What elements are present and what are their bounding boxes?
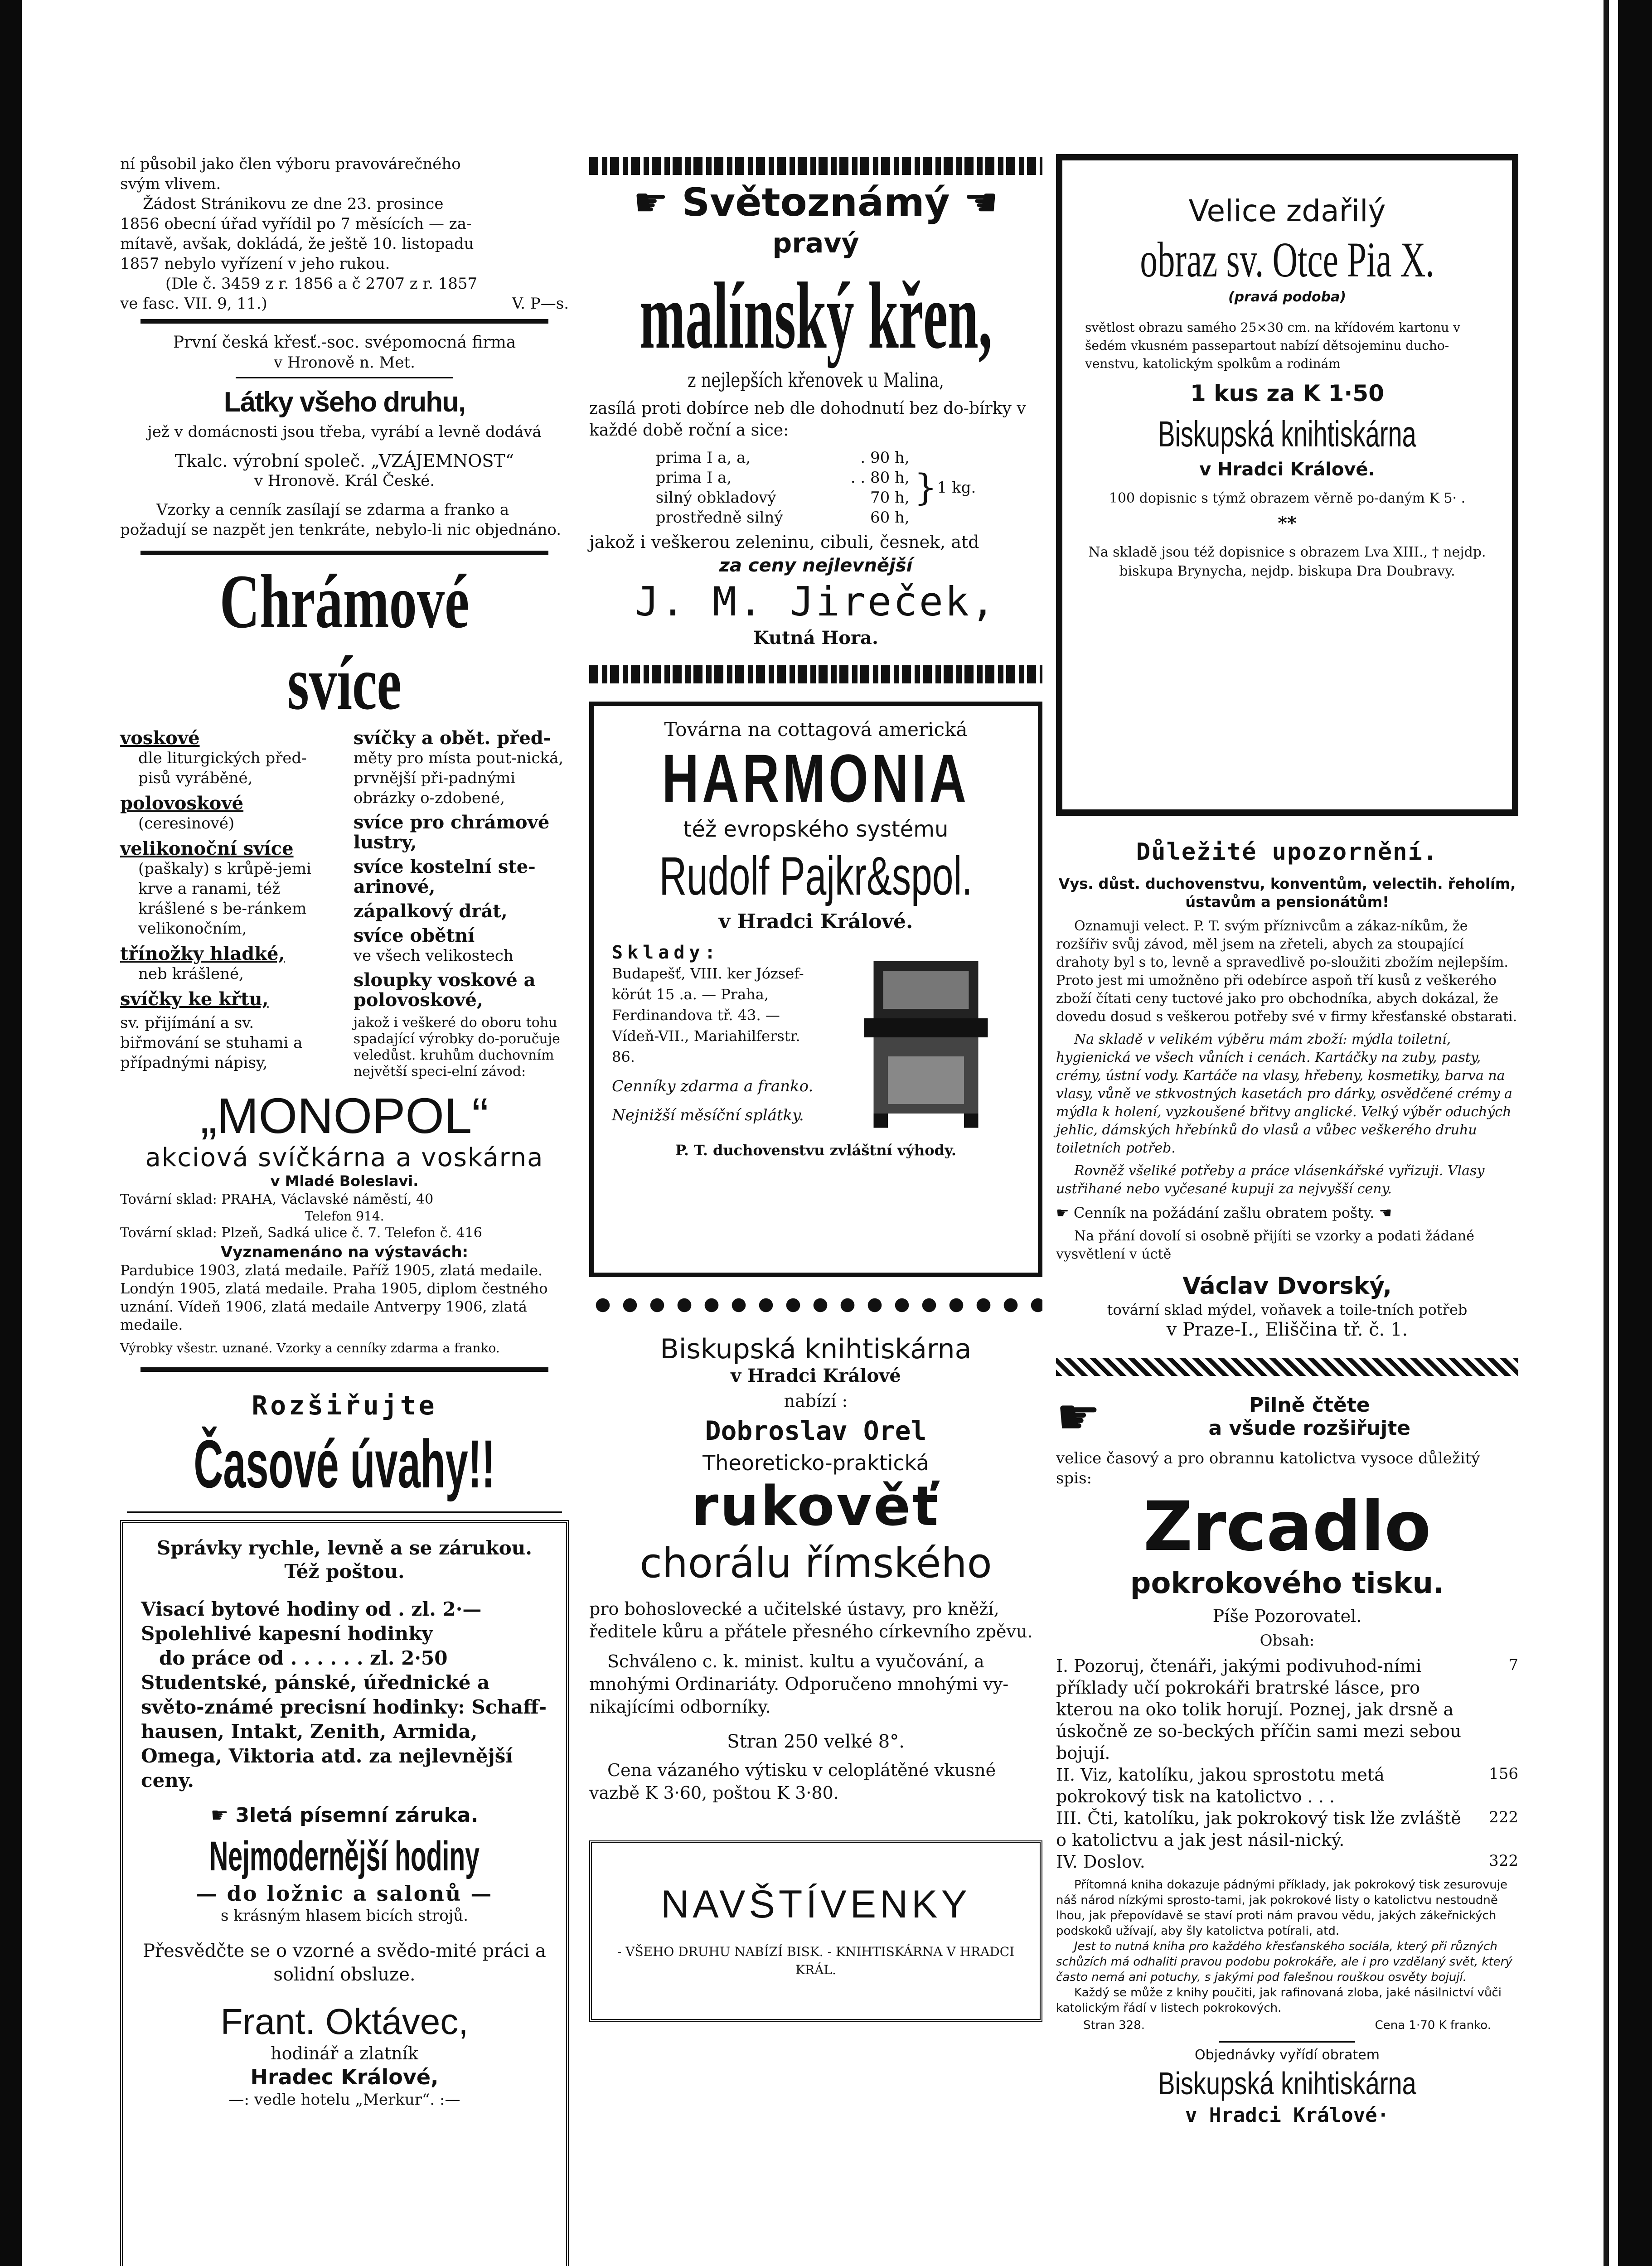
pilne: Pilně čtěte: [1249, 1394, 1370, 1417]
monopol-line: Pardubice 1903, zlatá medaile. Paříž 1905, zlatá medaile. Londýn 1905, zlatá medaile. Praha 1905, diplom čestného uznání. Vídeň 1906, zlatá medaile Antverpy 1906, zlatá medaile.: [120, 1262, 548, 1333]
biskupska-place: v Hradci Králové: [731, 1365, 901, 1386]
pointing-hand-icon: ☛: [1056, 1204, 1074, 1221]
rukovet-title: rukověť: [691, 1475, 940, 1538]
watch-head-2: Též poštou.: [284, 1560, 405, 1583]
obraz-title: obraz sv. Otce Pia X.: [1140, 232, 1434, 287]
rovnez: Rovněž všeliké potřeby a práce vlásenkářské vyřizuji. Vlasy ustřihané nebo vyčesané kupuji za nejvyšší ceny.: [1056, 1163, 1485, 1197]
do-loznic: — do ložnic a salonů —: [196, 1881, 493, 1906]
cena-zrcadlo: Cena 1·70 K franko.: [1375, 2019, 1491, 2032]
jakoz: jakož i veškerou zeleninu, cibuli, česnek, atd: [589, 532, 979, 552]
navstivenky-sub: - VŠEHO DRUHU NABÍZÍ BISK. - KNIHTISKÁRNA V HRADCI KRÁL.: [617, 1944, 1015, 1977]
price-grade: silný obkladový: [655, 489, 776, 507]
kutna: Kutná Hora.: [753, 627, 878, 649]
ornament-border: [589, 157, 1042, 175]
dopisnice: 100 dopisnic s týmž obrazem věrně po-daným K 5· .: [1109, 490, 1466, 506]
organ-panel: [888, 1056, 964, 1104]
ad-oktavec: [120, 1520, 569, 2266]
harmonia-title: HARMONIA: [662, 740, 970, 816]
zasila: zasílá proti dobírce neb dle dohodnutí bez do-bírky v každé době roční a sice:: [589, 399, 1026, 440]
article-ending: [120, 154, 569, 314]
pro-bohoslovecke: pro bohoslovecké a učitelské ústavy, pro kněží, ředitele kůru a přátele přesného církevního zpěvu.: [589, 1599, 1033, 1641]
brace: }: [914, 466, 937, 508]
ad-latky: [120, 333, 569, 540]
duchovenstvu: P. T. duchovenstvu zvláštní výhody.: [675, 1142, 956, 1159]
price-grade: prostředně silný: [655, 508, 783, 527]
oznamuji: Oznamuji velect. P. T. svým příznivcům a zákaz-níkům, že rozšířiv svůj závod, měl jsem na zřeteli, abych za stoupající drahoty byl s to, levně a spravedlivě po-sloužiti zbožím nejlepším. Proto jest mi umožněno při odebírce aspoň tří kusů z veškerého zboží čítati ceny tuctové jako pro obchodníka, abych dokázal, že dovedu dosud s veškerou potřeby své v firmy křesťanské obstarati.: [1056, 918, 1517, 1025]
left-product-list: [120, 728, 335, 1080]
price-grade: prima I a, a,: [655, 449, 751, 467]
monopol-line: Tovární sklad: PRAHA, Václavské náměstí, 40: [120, 1191, 434, 1207]
oktavec-place: Hradec Králové,: [250, 2065, 439, 2089]
product-desc: (ceresinové): [138, 814, 235, 833]
toc-row: [1056, 1655, 1518, 1764]
vsude: a všude rozšiřujte: [1208, 1417, 1411, 1440]
organ-foot: [964, 1114, 979, 1128]
toc-text: I. Pozoruj, čtenáři, jakými podivuhod-ními příklady učí pokrokáři bratrské lásce, pro kterou na oko tolik horují. Poznej, jak drsně a úskočně ze so-beckých příčin sami mezi sebou bojují.: [1056, 1656, 1461, 1763]
column-right: [1056, 154, 1518, 2127]
watch-line: do práce od . . . . . . zl. 2·50: [159, 1647, 448, 1669]
separator: [140, 551, 548, 555]
monopol-line: Tovární sklad: Plzeň, Sadká ulice č. 7. Telefon č. 416: [120, 1225, 482, 1241]
bisk2-place: v Hradci Králové·: [1185, 2104, 1390, 2127]
vys-dust: Vys. důst. duchovenstvu, konventům, velectih. řeholím, ústavům a pensionátům!: [1058, 875, 1516, 910]
column-left: [120, 154, 569, 2266]
pointing-hand-icon: ☚: [1374, 1204, 1392, 1221]
oktavec-job: hodinář a zlatník: [271, 2043, 418, 2063]
price-value: . . 80 h,: [850, 469, 910, 487]
product-heading: zápalkový drát,: [353, 901, 508, 922]
product-desc: měty pro místa pout-nická, prvnější při-padnými obrázky o-zdobené,: [353, 749, 564, 807]
monopol-line: Výrobky všestr. uznané. Vzorky a cenníky zdarma a franko.: [120, 1341, 500, 1356]
ad-chramove-svice: [120, 561, 569, 1358]
bisk-place: v Hradci Králové.: [1199, 459, 1375, 480]
product-desc: sv. přijímání a sv. biřmování se stuhami a případnými nápisy,: [120, 1014, 303, 1072]
velice-zdarily: Velice zdařilý: [1188, 194, 1386, 228]
right-margin-line: [1604, 0, 1609, 2266]
intro-line: ní působil jako člen výboru pravovárečného: [120, 155, 461, 173]
intro-line: Žádost Stránikovu ze dne 23. prosince: [143, 195, 444, 213]
product-heading: svíce pro chrámové lustry,: [353, 812, 550, 853]
cennik-line: [1056, 1203, 1518, 1223]
jirecek: J. M. Jireček,: [635, 578, 997, 625]
product-desc: dle liturgických před-pisů vyráběné,: [138, 749, 307, 787]
cennik: Cenník na požádání zašlu obratem pošty.: [1073, 1204, 1375, 1221]
ornament-wave: [589, 1295, 1042, 1315]
product-desc: ve všech velikostech: [353, 947, 514, 965]
latky-title: Látky všeho druhu,: [223, 387, 465, 418]
product-heading: sloupky voskové a polovoskové,: [353, 969, 536, 1011]
dvorsky-job: tovární sklad mýdel, voňavek a toile-tních potřeb: [1107, 1301, 1468, 1318]
toc-page: 156: [1489, 1765, 1518, 1783]
watch-line: Studentské, pánské, úřednické a světo-známé precisní hodinky: Schaff-hausen, Intakt, Zenith, Armida, Omega, Viktoria atd. za nejlevnější ceny.: [141, 1671, 547, 1791]
price-grade: prima I a,: [655, 469, 732, 487]
left-binding-edge: [0, 0, 22, 2266]
product-desc: jakož i veškeré do oboru tohu spadající výrobky do-poručuje veledůst. kruhům duchovním největší speci-elní závod:: [353, 1015, 560, 1080]
price-table: [589, 448, 1042, 528]
ad-harmonia: [589, 702, 1042, 1277]
teoreticko: Theoreticko-praktická: [702, 1451, 929, 1475]
kazdy: Každý se může z knihy poučiti, jak rafinovaná zloba, jaké násilnictví vůči katolickým řádí v listech pokrokových.: [1056, 1986, 1502, 2015]
orel: Dobroslav Orel: [705, 1415, 927, 1446]
separator: [127, 1511, 562, 1513]
ad-dvorsky: [1056, 838, 1518, 1340]
toc-page: 222: [1489, 1808, 1518, 1826]
price-rows: [656, 448, 910, 528]
pointing-hand-icon: ☚: [950, 180, 998, 225]
na-prani: Na přání dovolí si osobně přijíti se vzorky a podati žádané vysvětlení v úctě: [1056, 1228, 1474, 1262]
price-value: . 90 h,: [860, 449, 910, 467]
product-heading: voskové: [120, 727, 200, 749]
product-heading: svíčky ke křtu,: [120, 988, 269, 1010]
watch-line: Visací bytové hodiny od . zl. 2·—: [141, 1598, 482, 1620]
malinsky-title: malínský křen,: [639, 263, 993, 368]
obsah: Obsah:: [1260, 1632, 1315, 1650]
velice-casovy: velice časový a pro obrannu katolictva vysoce důležitý spis:: [1056, 1449, 1480, 1487]
sklady-label: Sklady:: [612, 942, 720, 963]
dulezite: Důležité upozornění.: [1136, 838, 1439, 866]
pajkr-place: v Hradci Králové.: [718, 910, 913, 933]
ceny: za ceny nejlevnější: [719, 555, 913, 576]
stran: Stran 328.: [1083, 2019, 1145, 2032]
tkalc-place: v Hronově. Král České.: [254, 472, 435, 490]
separator: [140, 1367, 548, 1372]
stars: **: [1278, 513, 1297, 534]
svetoznamy: [589, 178, 1042, 228]
right-binding-edge: [1618, 0, 1652, 2266]
intro-line: mítavě, avšak, dokládá, že ještě 10. listopadu: [120, 235, 474, 253]
evropskeho: též evropského systému: [683, 817, 949, 842]
intro-line: ve fasc. VII. 9, 11.): [120, 295, 267, 313]
sklady-list: Budapešť, VIII. ker József-körút 15 .a. — Praha, Ferdinandova tř. 43. — Vídeň-VII., Mariahilferstr. 86.: [612, 965, 804, 1065]
intro-line: 1856 obecní úřad vyřídil po 7 měsících — za-: [120, 215, 472, 233]
price-value: 70 h,: [870, 489, 910, 507]
product-heading: polovoskové: [120, 793, 244, 814]
toc-text: IV. Doslov.: [1056, 1852, 1145, 1872]
pajkr-title: Rudolf Pajkr&spol.: [659, 846, 973, 906]
toc-row: [1056, 1807, 1518, 1851]
monopol-place: v Mladé Boleslavi.: [270, 1172, 419, 1190]
toc-text: III. Čti, katolíku, jak pokrokový tisk lže zvláště o katolictvu a jak jest násil-nický.: [1056, 1808, 1461, 1850]
ad-casove-uvahy: [120, 1390, 569, 1502]
right-product-list: [354, 728, 569, 1080]
objednavky: Objednávky vyřídí obratem: [1195, 2047, 1380, 2063]
ornament-border: [1056, 1358, 1518, 1376]
monopol-line: Telefon 914.: [305, 1209, 384, 1224]
na-sklade-2: Na skladě v velikém výběru mám zboží: mýdla toiletní, hygienická ve všech vůních i cenách. Kartáčky na zuby, pasty, crémy, ústní vody. Kartáče na vlasy, hřebeny, kosmetiky, barva na vlasy, vůně ve stkvostných kasetách pro dárky, osvědčené crémy a mýdla k holení, vyzkoušené břitvy anglické. Velký výběr oduchých jehlic, dámských hřebínků do vlasů a vůbec veškerého druhu toiletních potřeb.: [1056, 1031, 1512, 1156]
nabizi: nabízí :: [784, 1391, 848, 1411]
product-heading: velikonoční svíce: [120, 838, 294, 859]
oktavec-addr: —: vedle hotelu „Merkur“. :—: [228, 2091, 460, 2109]
toc-page: 7: [1508, 1656, 1518, 1674]
pokrokoveho: pokrokového tisku.: [1130, 1567, 1444, 1600]
firm-place: v Hronově n. Met.: [274, 353, 415, 372]
pointing-hand-icon: ☛: [633, 180, 682, 225]
organ-keyboard: [864, 1018, 988, 1037]
choralu: chorálu římského: [639, 1540, 992, 1587]
separator: [140, 319, 548, 324]
latky-text: jež v domácnosti jsou třeba, vyrábí a levně dodává: [147, 423, 542, 441]
presvedcte: Přesvědčte se o vzorné a svědo-mité práci a solidní obsluze.: [143, 1941, 546, 1985]
svetlost: světlost obrazu samého 25×30 cm. na křídovém kartonu v šedém vkusném passepartout nabízí dětsojeminu ducho-venstvu, katolickým spolkům a rodinám: [1085, 320, 1461, 371]
product-heading: třínožky hladké,: [120, 943, 285, 964]
zaruka: [141, 1804, 548, 1827]
dvorsky-name: Václav Dvorský,: [1182, 1273, 1392, 1300]
price-value: 60 h,: [870, 508, 910, 527]
rozsirujte-label: Rozšiřujte: [252, 1390, 437, 1421]
column-middle: [589, 154, 1042, 2022]
toc-row: [1056, 1851, 1518, 1873]
bisk-title: Biskupská knihtiskárna: [1158, 414, 1416, 454]
product-desc: neb krášlené,: [138, 965, 244, 983]
bisk2-title: Biskupská knihtiskárna: [1158, 2066, 1416, 2101]
firm-name: První česká křesť.-soc. svépomocná firma: [173, 333, 516, 352]
tkalc-name: Tkalc. výrobní společ. „VZÁJEMNOST“: [174, 451, 514, 471]
ad-navstivenky: [589, 1840, 1042, 2022]
tovarna: Továrna na cottagová americká: [664, 718, 968, 741]
table-of-contents: [1056, 1655, 1518, 1873]
organ-foot: [874, 1114, 888, 1128]
oktavec-name: Frant. Oktávec,: [220, 2001, 469, 2042]
divider: [236, 377, 453, 378]
cena-vazaneho: Cena vázaného výtisku v celoplátěné vkusné vazbě K 3·60, poštou K 3·80.: [589, 1760, 996, 1803]
watch-line: Spolehlivé kapesní hodinky: [141, 1622, 433, 1645]
nejnizsi: Nejnižší měsíční splátky.: [612, 1106, 804, 1124]
ad-pius-x: [1056, 154, 1518, 816]
organ-pipes: [883, 971, 969, 1009]
chramove-title: Chrámové svíce: [219, 559, 470, 726]
vzorky-text: Vzorky a cenník zasílají se zdarma a franko a požadují se nazpět jen tenkráte, nebylo-li nic objednáno.: [120, 501, 562, 539]
navstivenky-title: NAVŠTÍVENKY: [661, 1883, 971, 1926]
harmonium-illustration: [832, 942, 1020, 1133]
watch-head: Správky rychle, levně a se zárukou.: [157, 1537, 532, 1559]
signature: V. P—s.: [512, 295, 569, 313]
zrcadlo-title: Zrcadlo: [1143, 1487, 1431, 1566]
divider: [1219, 2041, 1355, 2043]
product-heading: svíce kostelní ste-arinové,: [353, 856, 536, 897]
product-heading: svíčky a obět. před-: [353, 727, 551, 749]
ornament-border: [589, 665, 1042, 683]
pointing-hand-icon: ☛: [1056, 1388, 1101, 1446]
dvorsky-addr: v Praze-I., Eliščina tř. č. 1.: [1166, 1319, 1408, 1340]
pointing-hand-icon: ☛: [210, 1804, 236, 1827]
pritomna: Přítomná kniha dokazuje pádnými příklady, jak pokrokový tisk zesurovuje náš národ nízkými sprosto-tami, jak pokrokové listy o katolictvu nestoudně lhou, jak přepovídavě se staví proti nám pravou vědu, jakých zákeřnických podskoků užívají, aby šly katolictva potírali, atd.: [1056, 1878, 1508, 1938]
schvaleno: Schváleno c. k. minist. kultu a vyučování, a mnohými Ordinariáty. Odporučeno mnohými vy-nikajícími odborníky.: [589, 1651, 1009, 1717]
toc-page: 322: [1489, 1852, 1518, 1870]
jest-to: Jest to nutná kniha pro každého křesťanského sociála, který při různých schůzích má odhaliti pravou podobu pokrokáře, ale i pro vzdělaný svět, který často nemá ani potuchy, s jakými pod falešnou rouškou osvěty bojují.: [1056, 1940, 1512, 1984]
zaruka-text: 3letá písemní záruka.: [235, 1804, 479, 1827]
toc-row: [1056, 1764, 1518, 1807]
strany: Stran 250 velké 8°.: [727, 1731, 905, 1752]
intro-line: svým vlivem.: [120, 175, 221, 193]
product-desc: (paškaly) s krůpě-jemi krve a ranami, též krášlené s be-ránkem velikonočním,: [138, 860, 311, 938]
toc-text: II. Viz, katolíku, jakou sprostotu metá pokrokový tisk na katolictvo . . .: [1056, 1765, 1385, 1806]
kus-cena: 1 kus za K 1·50: [1190, 380, 1384, 407]
product-heading: svíce obětní: [353, 925, 475, 946]
svetoznamy-text: Světoznámý: [682, 180, 950, 225]
ad-zrcadlo: [1056, 1390, 1518, 2127]
ad-malinsky-kren: [589, 178, 1042, 652]
cenniky: Cenníky zdarma a franko.: [612, 1077, 814, 1095]
per-kg: 1 kg.: [937, 479, 976, 497]
nejlepsich: z nejlepších křenovek u Malina,: [687, 369, 944, 392]
monopol-line: Vyznamenáno na výstavách:: [220, 1243, 469, 1261]
pravy-podoba: (pravá podoba): [1228, 289, 1347, 305]
na-sklade: Na skladě jsou též dopisnice s obrazem Lva XIII., † nejdp. biskupa Brynycha, nejdp. biskupa Dra Doubravy.: [1088, 544, 1486, 579]
nejmodernejsi-title: Nejmodernější hodiny: [209, 1833, 480, 1879]
pise: Píše Pozorovatel.: [1212, 1606, 1362, 1626]
intro-line: (Dle č. 3459 z r. 1856 a č 2707 z r. 1857: [165, 275, 478, 293]
monopol-title: „MONOPOL“: [200, 1088, 489, 1144]
intro-line: 1857 nebylo vyřízení v jeho rukou.: [120, 255, 390, 273]
monopol-subtitle: akciová svíčkárna a voskárna: [145, 1143, 544, 1172]
pravy: pravý: [772, 228, 859, 259]
biskupska: Biskupská knihtiskárna: [660, 1333, 972, 1365]
ad-rukovet: [589, 1333, 1042, 1804]
krasny: s krásným hlasem bicích strojů.: [220, 1907, 469, 1925]
casove-title: Časové úvahy!!: [194, 1426, 495, 1502]
